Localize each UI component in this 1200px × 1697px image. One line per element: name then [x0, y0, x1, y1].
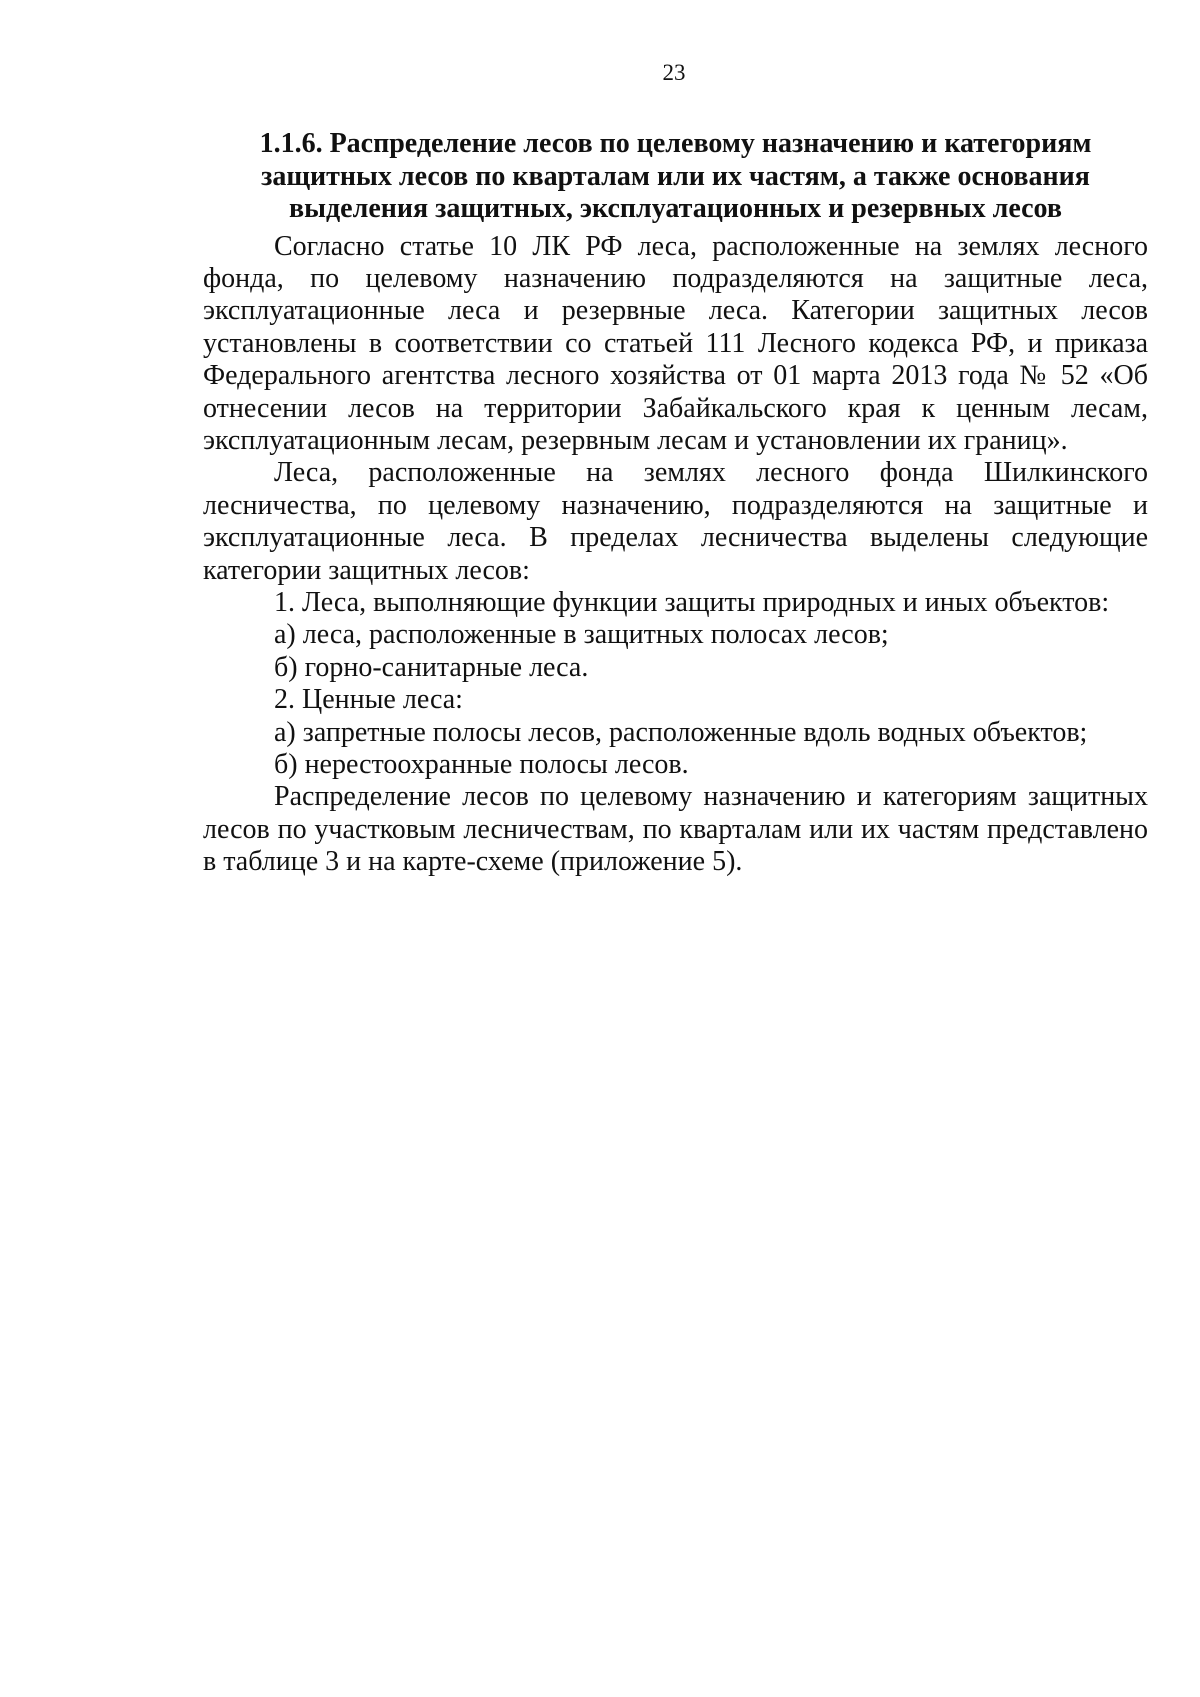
- list-item: а) запретные полосы лесов, расположенные вдоль водных объектов;: [274, 716, 1088, 748]
- page-number: 23: [662, 60, 686, 85]
- section-heading-line-2: защитных лесов по кварталам или их частям, а также основания: [261, 160, 1090, 192]
- section-content: [203, 128, 1148, 879]
- paragraph-forest-purpose: Согласно статье 10 ЛК РФ леса, расположенные на землях лесного фонда, по целевому назначению подразделяются на защитные леса, эксплуатационные леса и резервные леса. Категории защитных лесов установлены в соответствии со статьей 111 Лесного кодекса РФ, и приказа Федерального агентства лесного хозяйства от 01 марта 2013 года № 52 «Об отнесении лесов на территории Забайкальского края к ценным лесам, эксплуатационным лесам, резервным лесам и установлении их границ».: [203, 230, 1148, 456]
- list-item: б) нерестоохранные полосы лесов.: [274, 749, 689, 780]
- paragraph-distribution-reference: Распределение лесов по целевому назначению и категориям защитных лесов по участковым лесничествам, по кварталам или их частям представлено в таблице 3 и на карте-схеме (приложение 5).: [203, 781, 1148, 878]
- list-item: 2. Ценные леса:: [274, 684, 463, 716]
- section-heading-line-3: выделения защитных, эксплуатационных и резервных лесов: [289, 193, 1062, 224]
- paragraph-shilka-forestry: Леса, расположенные на землях лесного фонда Шилкинского лесничества, по целевому назначению, подразделяются на защитные и эксплуатационные леса. В пределах лесничества выделены следующие категории защитных лесов:: [203, 457, 1148, 586]
- list-item: а) леса, расположенные в защитных полосах лесов;: [274, 619, 889, 651]
- section-heading: [203, 128, 1148, 226]
- list-item: 1. Леса, выполняющие функции защиты природных и иных объектов:: [274, 586, 1110, 618]
- list-item: б) горно-санитарные леса.: [274, 651, 589, 683]
- section-heading-line-1: 1.1.6. Распределение лесов по целевому назначению и категориям: [259, 128, 1092, 159]
